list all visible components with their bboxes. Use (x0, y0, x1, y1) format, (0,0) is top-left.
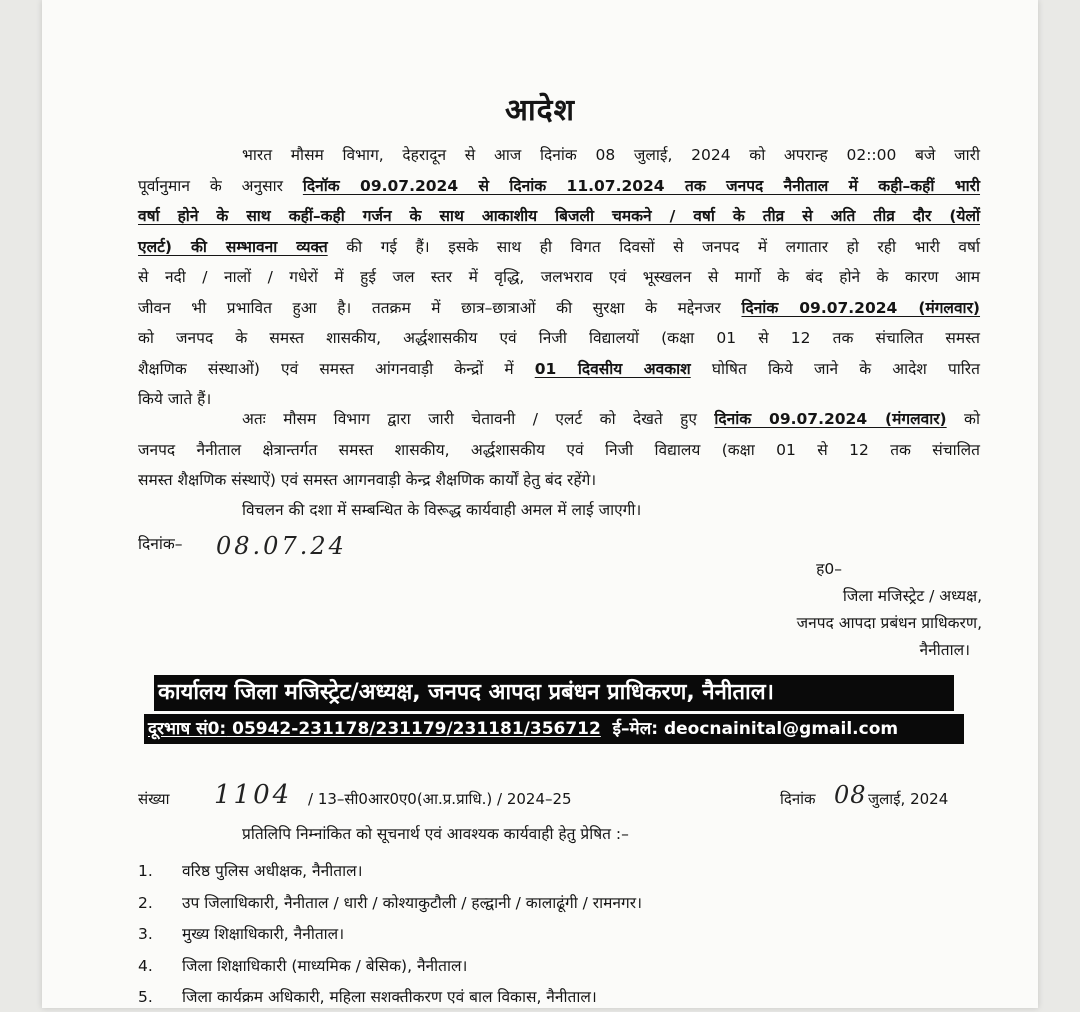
reference-label: संख्या (138, 790, 170, 808)
list-number: 1. (138, 862, 153, 880)
para2-text: को (946, 410, 980, 428)
phone-label: दूरभाष सं0: (148, 719, 227, 739)
signature-authority: जनपद आपदा प्रबंधन प्राधिकरण, (796, 614, 982, 632)
list-number: 5. (138, 988, 153, 1006)
para1-line-5: से नदी / नालों / गधेरों में हुई जल स्तर में वृद्धि, जलभराव एवं भूस्खलन से मार्गो के बंद होने के कारण आम (138, 268, 980, 286)
page-title: आदेश (505, 93, 575, 128)
para2-text: अतः मौसम विभाग द्वारा जारी चेतावनी / एलर्ट को देखते हुए (242, 410, 715, 428)
para1-line-1: भारत मौसम विभाग, देहरादून से आज दिनांक 08 जुलाई, 2024 को अपरान्ह 02::00 बजे जारी (242, 146, 980, 164)
para2-line-1 (138, 404, 980, 435)
phone-numbers: 05942-231178/231179/231181/356712 (226, 719, 601, 739)
para1-text: घोषित किये जाने के आदेश पारित (690, 359, 980, 378)
highlight-holiday-date: दिनांक 09.07.2024 (मंगलवार) (741, 298, 981, 317)
highlight-one-day-leave: 01 दिवसीय अवकाश (534, 359, 691, 378)
para3-line: विचलन की दशा में सम्बन्धित के विरूद्ध कार्यवाही अमल में लाई जाएगी। (242, 501, 642, 519)
order-paragraph-2 (138, 404, 980, 496)
highlight-closure-date: दिनांक 09.07.2024 (मंगलवार) (714, 410, 947, 428)
reference-date-rest: जुलाई, 2024 (868, 790, 949, 808)
list-item (138, 919, 344, 949)
signature-place: नैनीताल। (919, 641, 970, 659)
list-text: जिला कार्यक्रम अधिकारी, महिला सशक्तीकरण एवं बाल विकास, नैनीताल। (182, 988, 597, 1006)
order-paragraph-3 (138, 495, 980, 526)
contact-band (144, 714, 964, 744)
document-sheet (42, 0, 1038, 1008)
para1-line-6 (138, 293, 980, 324)
para1-line-3: वर्षा होने के साथ कहीं–कही गर्जन के साथ आकाशीय बिजली चमकने / वर्षा के तीव्र से अति तीव्र दौर (येलों (138, 207, 980, 225)
list-item (138, 856, 362, 886)
para1-text: जीवन भी प्रभावित हुआ है। ततक्रम में छात्र–छात्राओं की सुरक्षा के मद्देनजर (138, 298, 742, 317)
para1-line-7: को जनपद के समस्त शासकीय, अर्द्धशासकीय एवं निजी विद्यालयों (कक्षा 01 से 12 तक संचालित समस्त (138, 329, 980, 347)
para1-text: पूर्वानुमान के अनुसार (138, 176, 303, 195)
para2-line-3: समस्त शैक्षणिक संस्थाऐं) एवं समस्त आगनवाड़ी केन्द्र शैक्षणिक कार्यों हेतु बंद रहेंगे। (138, 471, 597, 489)
order-paragraph-1 (138, 140, 980, 415)
para1-line-4 (138, 232, 980, 263)
highlight-forecast-dates: दिनॉक 09.07.2024 से दिनांक 11.07.2024 तक जनपद नैनीताल में कही–कहीं भारी (302, 176, 981, 195)
signature-designation: जिला मजिस्ट्रेट / अध्यक्ष, (842, 587, 982, 605)
para1-line-8 (138, 354, 980, 385)
reference-date-handwritten: 08 (834, 781, 867, 809)
reference-number-handwritten: 1104 (214, 780, 293, 810)
list-number: 2. (138, 894, 153, 912)
order-date-handwritten: 08.07.24 (216, 532, 347, 560)
list-text: जिला शिक्षाधिकारी (माध्यमिक / बेसिक), नैनीताल। (182, 957, 468, 975)
list-text: मुख्य शिक्षाधिकारी, नैनीताल। (182, 925, 345, 943)
para1-line-9: किये जाते हैं। (138, 390, 212, 408)
email-address: deocnainital@gmail.com (658, 719, 899, 739)
reference-code: / 13–सी0आर0ए0(आ.प्र.प्राधि.) / 2024–25 (308, 790, 572, 808)
para1-line-2 (138, 171, 980, 202)
list-item (138, 951, 467, 981)
para2-line-2: जनपद नैनीताल क्षेत्रान्तर्गत समस्त शासकीय, अर्द्धशासकीय एवं निजी विद्यालय (कक्षा 01 से 12 तक संचालित (138, 440, 980, 459)
reference-date-label: दिनांक (780, 790, 816, 808)
list-item (138, 888, 642, 918)
list-text: उप जिलाधिकारी, नैनीताल / धारी / कोश्याकुटौली / हल्द्वानी / कालाढूंगी / रामनगर। (182, 894, 642, 912)
list-text: वरिष्ठ पुलिस अधीक्षक, नैनीताल। (182, 862, 363, 880)
copy-forward-line: प्रतिलिपि निम्नांकित को सूचनार्थ एवं आवश्यक कार्यवाही हेतु प्रेषित :– (242, 825, 629, 843)
email-label: ई–मेल: (600, 719, 659, 739)
para1-text: शैक्षणिक संस्थाओं) एवं समस्त आंगनवाड़ी केन्द्रों में (138, 359, 535, 378)
signature-mark: ह0– (816, 560, 842, 578)
highlight-alert: एलर्ट) की सम्भावना व्यक्त (138, 237, 328, 256)
list-number: 3. (138, 925, 153, 943)
list-number: 4. (138, 957, 153, 975)
para1-text: की गई हैं। इसके साथ ही विगत दिवसों से जनपद में लगातार हो रही भारी वर्षा (327, 237, 981, 256)
office-header-band: कार्यालय जिला मजिस्ट्रेट/अध्यक्ष, जनपद आपदा प्रबंधन प्राधिकरण, नैनीताल। (154, 675, 954, 711)
order-date-label: दिनांक– (138, 535, 183, 553)
signature-block (722, 556, 982, 664)
